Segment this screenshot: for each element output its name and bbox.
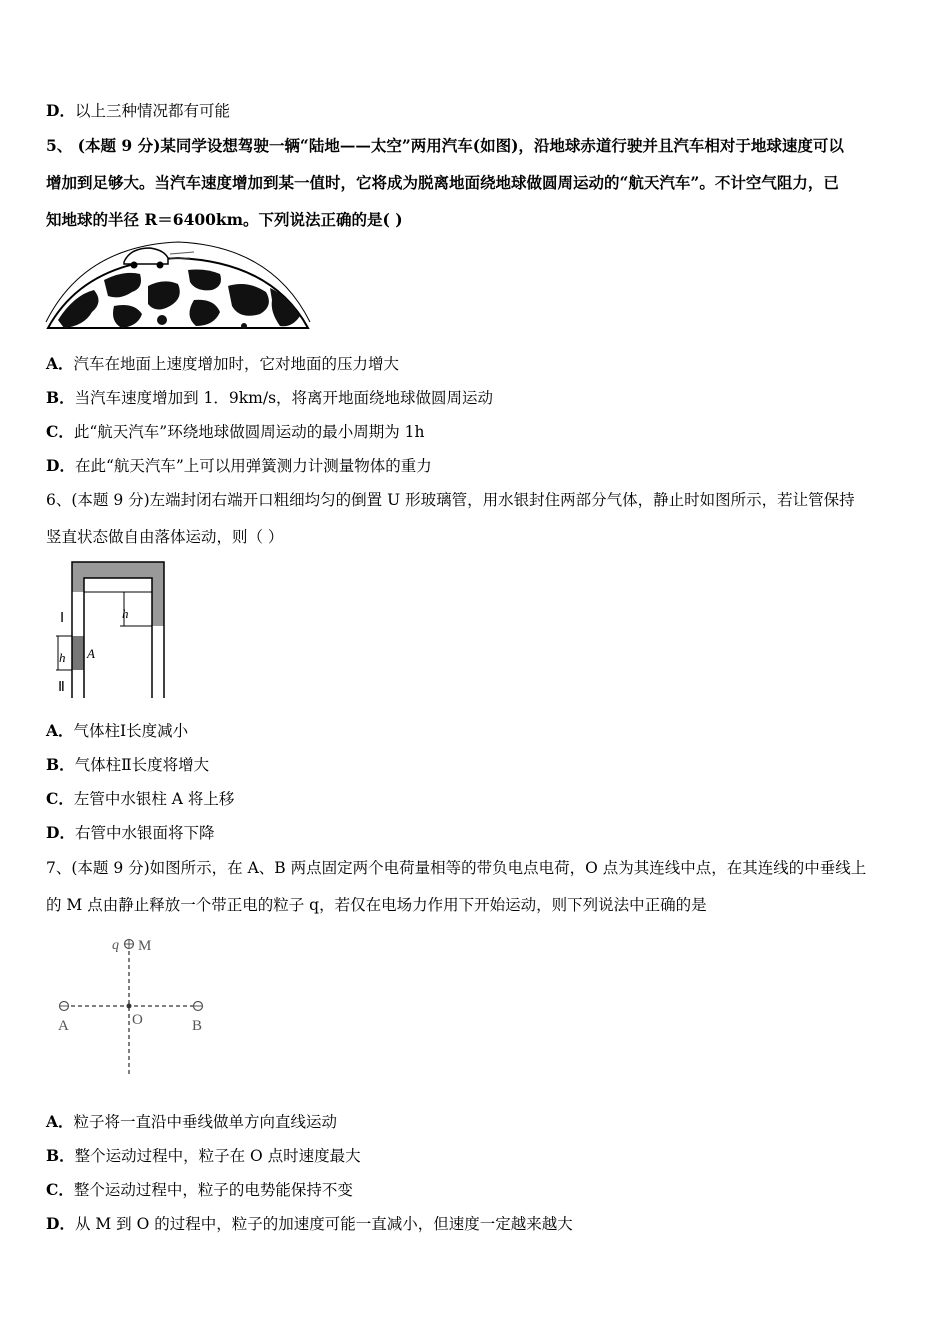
q5-stem-line2: 增加到足够大。当汽车速度增加到某一值时，它将成为脱离地面绕地球做圆周运动的“航天汽车”。不计空气阻力，已 — [46, 173, 839, 192]
label-h-right: h — [122, 606, 129, 621]
q6-stem-line1: 6、(本题 9 分)左端封闭右端开口粗细均匀的倒置 U 形玻璃管，用水银封住两部分气体，静止时如图所示，若让管保持 — [46, 491, 855, 509]
label-b: B — [192, 1018, 203, 1034]
q7-option-a: A．粒子将一直沿中垂线做单方向直线运动 — [46, 1112, 338, 1131]
u-tube-figure — [44, 558, 174, 702]
q7-option-c: C．整个运动过程中，粒子的电势能保持不变 — [46, 1180, 353, 1199]
label-o: O — [132, 1012, 143, 1028]
q5-option-c: C．此“航天汽车”环绕地球做圆周运动的最小周期为 1h — [46, 422, 425, 441]
q6-stem-line2: 竖直状态做自由落体运动，则（ ） — [46, 528, 284, 546]
point-o-icon — [127, 1004, 132, 1009]
q7-option-b: B．整个运动过程中，粒子在 O 点时速度最大 — [46, 1146, 361, 1165]
label-a: A — [58, 1018, 69, 1034]
q5-stem-line1: 5、 (本题 9 分)某同学设想驾驶一辆“陆地——太空”两用汽车(如图)，沿地球赤道行驶并且汽车相对于地球速度可以 — [46, 136, 844, 155]
q7-option-d: D．从 M 到 O 的过程中，粒子的加速度可能一直减小，但速度一定越来越大 — [46, 1214, 573, 1233]
q6-option-a: A．气体柱Ⅰ长度减小 — [46, 721, 189, 740]
q6-option-b: B．气体柱Ⅱ长度将增大 — [46, 755, 210, 774]
q6-option-c: C．左管中水银柱 A 将上移 — [46, 789, 235, 808]
q5-option-b: B．当汽车速度增加到 1．9km/s，将离开地面绕地球做圆周运动 — [46, 388, 494, 407]
label-h-left: h — [59, 650, 66, 665]
q6-option-d: D．右管中水银面将下降 — [46, 823, 215, 842]
q5-option-a: A．汽车在地面上速度增加时，它对地面的压力增大 — [46, 354, 400, 373]
label-m: M — [138, 938, 152, 954]
label-gas-2: Ⅱ — [58, 680, 65, 695]
charges-figure — [52, 932, 222, 1078]
label-q: q — [112, 938, 119, 953]
label-a: A — [87, 646, 95, 661]
earth-car-figure — [44, 240, 312, 332]
q4-option-d: D．以上三种情况都有可能 — [46, 101, 230, 120]
label-gas-1: Ⅰ — [60, 611, 65, 626]
q5-option-d: D．在此“航天汽车”上可以用弹簧测力计测量物体的重力 — [46, 456, 432, 475]
q5-stem-line3: 知地球的半径 R＝6400km。下列说法正确的是( ) — [46, 210, 403, 229]
q7-stem-line1: 7、(本题 9 分)如图所示，在 A、B 两点固定两个电荷量相等的带负电点电荷，O 点为其连线中点，在其连线的中垂线上 — [46, 859, 867, 877]
q7-stem-line2: 的 M 点由静止释放一个带正电的粒子 q，若仅在电场力作用下开始运动，则下列说法中正确的是 — [46, 896, 707, 914]
